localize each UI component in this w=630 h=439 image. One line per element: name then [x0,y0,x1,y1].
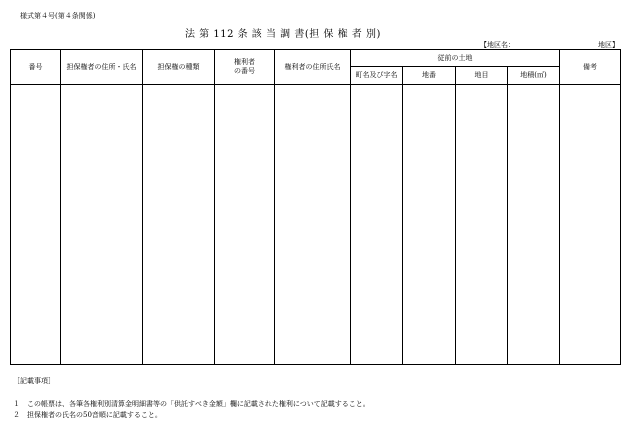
body-cell-remarks [560,85,621,365]
note-item-2: ２ 担保権者の氏名の50音順に記載すること。 [13,411,162,419]
col-header-security-type: 担保権の種類 [143,50,215,85]
body-cell-land-area [508,85,560,365]
col-header-remarks: 備考 [560,50,621,85]
table-body-row [11,85,621,365]
col-header-right-holder-number [215,50,275,85]
header-row-1 [11,50,621,67]
body-cell-lot-number [403,85,456,365]
body-cell-land-category [456,85,508,365]
note-item-1: １ この帳票は、各筆各権利別清算金明細書等の「供託すべき金額」欄に記載された権利について記載すること。 [13,400,370,408]
col-header-prior-land: 従前の土地 [351,50,560,67]
col-header-number: 番号 [11,50,61,85]
notes-heading: ［記載事項］ [13,377,55,385]
col-header-land-category: 地目 [456,67,508,85]
body-cell-right-holder-address-name [275,85,351,365]
col-header-land-area: 地積(㎡) [508,67,560,85]
col-header-right-holder-address-name: 権利者の住所氏名 [275,50,351,85]
form-number: 様式第４号(第４条関係) [20,12,96,20]
right-holder-number-line2: の番号 [234,67,255,75]
body-cell-town-name [351,85,403,365]
right-holder-number-line1: 権利者 [234,58,255,66]
body-cell-right-holder-number [215,85,275,365]
body-cell-holder-address-name [61,85,143,365]
district-name-label: 【地区名： [480,41,515,49]
col-header-holder-address-name: 担保権者の住所・氏名 [61,50,143,85]
survey-table [10,49,621,365]
document-title: 法 第 112 条 該 当 調 書(担 保 権 者 別) [185,29,381,40]
col-header-lot-number: 地番 [403,67,456,85]
col-header-town-name: 町名及び字名 [351,67,403,85]
body-cell-security-type [143,85,215,365]
district-suffix-label: 地区】 [598,41,619,49]
body-cell-number [11,85,61,365]
